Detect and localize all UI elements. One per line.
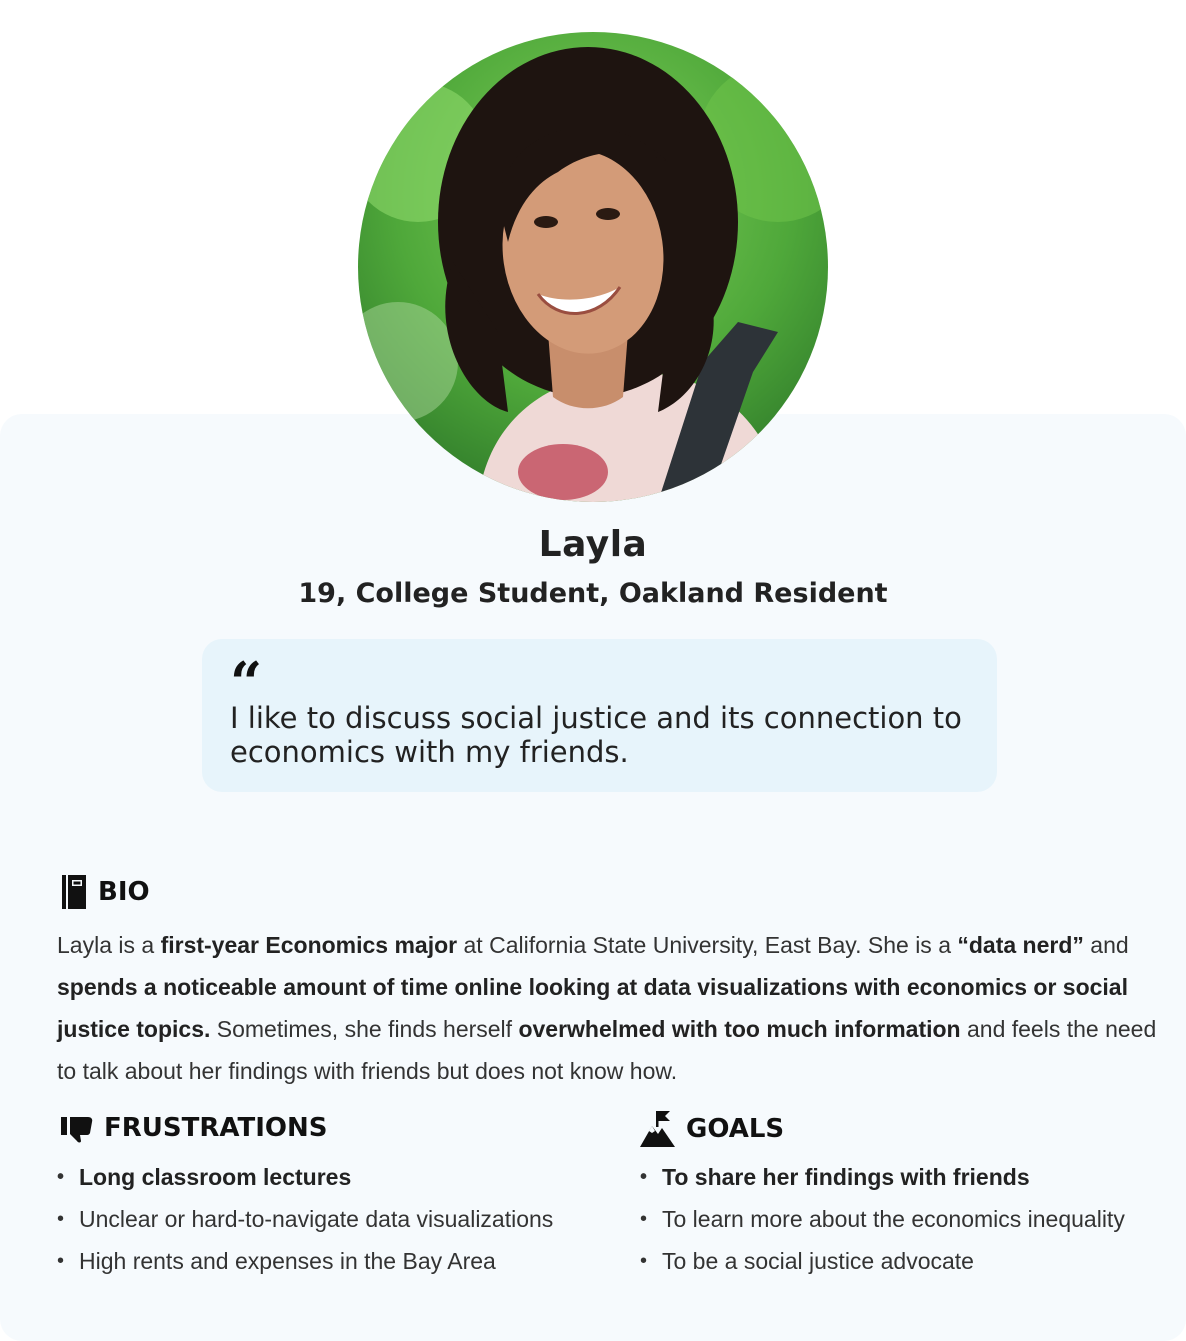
bio-segment: overwhelmed with too much information (518, 1016, 961, 1042)
bio-heading (60, 874, 150, 910)
bio-segment: “data nerd” (957, 932, 1084, 958)
persona-subtitle: 19, College Student, Oakland Resident (298, 578, 888, 609)
frustrations-item: • Unclear or hard-to-navigate data visualizations (57, 1198, 553, 1240)
goals-item: • To share her findings with friends (640, 1156, 1125, 1198)
mountain-flag-icon (640, 1110, 676, 1148)
thumbs-down-icon (60, 1113, 94, 1143)
quote-box (202, 639, 997, 792)
goals-item: • To be a social justice advocate (640, 1240, 1125, 1282)
avatar (358, 32, 828, 502)
frustrations-list (57, 1156, 553, 1282)
notebook-icon (60, 874, 88, 910)
goals-heading-label: GOALS (686, 1114, 785, 1144)
quote-icon: “ (230, 650, 263, 716)
bio-heading-label: BIO (98, 877, 150, 907)
frustrations-item: • Long classroom lectures (57, 1156, 553, 1198)
frustrations-heading-label: FRUSTRATIONS (104, 1113, 328, 1143)
frustrations-heading (60, 1113, 327, 1143)
goals-list (640, 1156, 1125, 1282)
bio-segment: spends a noticeable amount of time online looking at data visualizations with economics or social justice topics. (57, 974, 1128, 1042)
goals-item: • To learn more about the economics inequality (640, 1198, 1125, 1240)
bio-segment: Sometimes, she finds herself (210, 1016, 519, 1042)
bio-segment: at California State University, East Bay. She is a (457, 932, 958, 958)
persona-name: Layla (538, 524, 648, 565)
bio-segment: and (1083, 932, 1129, 958)
bio-segment: first-year Economics major (160, 932, 458, 958)
bio-text (57, 924, 1167, 1092)
quote-text: I like to discuss social justice and its connection to economics with my friends. (230, 701, 962, 769)
frustrations-item: • High rents and expenses in the Bay Area (57, 1240, 553, 1282)
bio-segment: and feels the need to talk about her findings with friends but does not know how. (57, 1016, 1157, 1084)
bio-segment: Layla is a (57, 932, 161, 958)
goals-heading (640, 1110, 784, 1148)
